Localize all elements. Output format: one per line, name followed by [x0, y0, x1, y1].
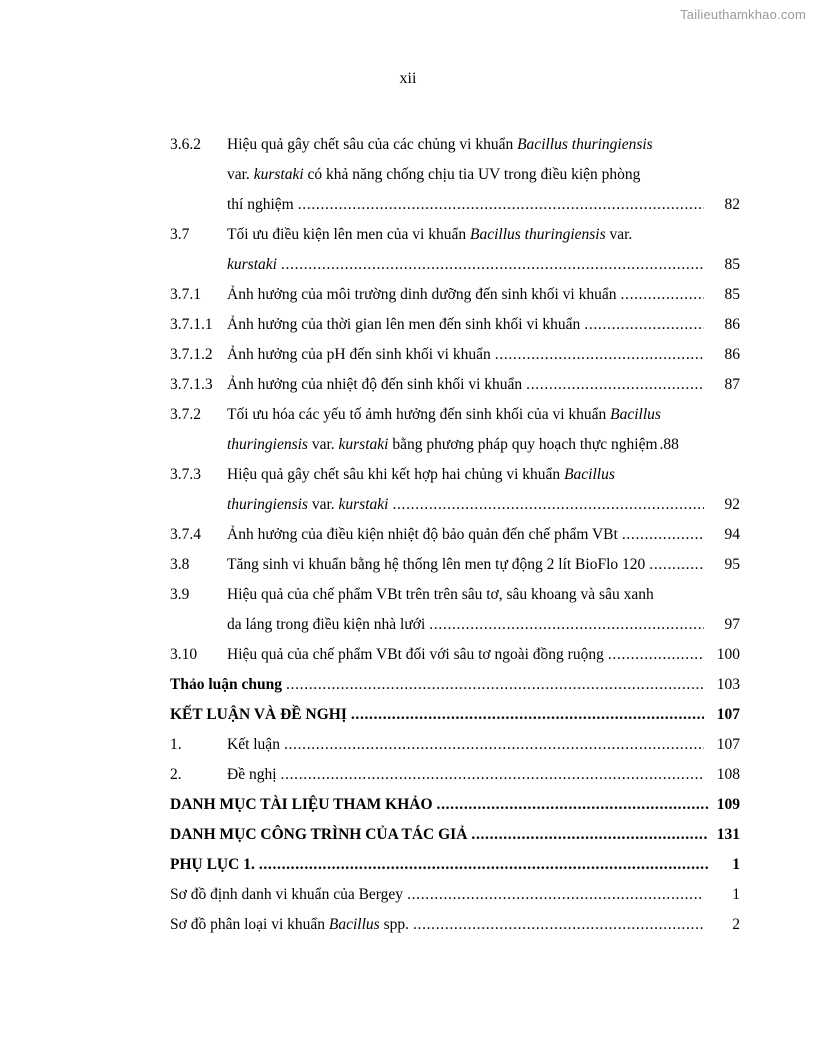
entry-title: Ảnh hưởng của môi trường dinh dưỡng đến sinh khối vi khuẩn [227, 286, 617, 303]
leader-dots [437, 790, 708, 820]
entry-page: 92 [724, 496, 740, 513]
entry-page: 103 [716, 676, 740, 693]
leader-dots [608, 640, 704, 670]
entry-page: 131 [716, 826, 740, 843]
toc-entry-appendix-1[interactable] [170, 850, 740, 880]
leader-dots [526, 370, 704, 400]
toc-entry-3-7-1-1[interactable] [170, 310, 740, 340]
entry-page: 85 [724, 286, 740, 303]
toc-entry-3-7-1[interactable] [170, 280, 740, 310]
entry-number: 3.7.1.3 [170, 376, 213, 393]
watermark: Tailieuthamkhao.com [680, 7, 806, 22]
toc-entry-3-9[interactable] [170, 580, 740, 640]
leader-dots [392, 490, 704, 520]
entry-title: Ảnh hưởng của pH đến sinh khối vi khuẩn [227, 346, 491, 363]
entry-title-cont: kurstaki [227, 256, 277, 273]
leader-dots [286, 670, 704, 700]
entry-title: Sơ đồ phân loại vi khuẩn Bacillus spp. [170, 916, 409, 933]
entry-title: KẾT LUẬN VÀ ĐỀ NGHỊ [170, 706, 347, 723]
entry-number: 2. [170, 766, 182, 783]
entry-number: 3.7.4 [170, 526, 201, 543]
entry-title: Sơ đồ định danh vi khuẩn của Bergey [170, 886, 404, 903]
entry-page: 1 [732, 856, 740, 873]
page-number: xii [399, 70, 417, 87]
entry-page: 97 [724, 616, 740, 633]
entry-number: 3.7 [170, 226, 190, 243]
toc-entry-conclusion[interactable] [170, 700, 740, 730]
entry-page: 95 [724, 556, 740, 573]
entry-title: Hiệu quả gây chết sâu khi kết hợp hai chủng vi khuẩn Bacillus [227, 466, 615, 483]
leader-dots [281, 760, 704, 790]
entry-page: 2 [732, 916, 740, 933]
entry-title: Tăng sinh vi khuẩn bằng hệ thống lên men tự động 2 lít BioFlo 120 [227, 556, 646, 573]
toc-entry-3-7-4[interactable] [170, 520, 740, 550]
entry-number: 3.10 [170, 646, 198, 663]
leader-dots [584, 310, 704, 340]
entry-page: 85 [724, 256, 740, 273]
leader-dots [413, 910, 704, 940]
toc-entry-3-7-2[interactable] [170, 400, 740, 460]
entry-title: Đề nghị [227, 766, 277, 783]
entry-page: .88 [659, 436, 679, 453]
entry-title-cont: da láng trong điều kiện nhà lưới [227, 616, 426, 633]
entry-page: 86 [724, 316, 740, 333]
entry-page: 82 [724, 196, 740, 213]
entry-page: 87 [724, 376, 740, 393]
entry-title: Ảnh hưởng của nhiệt độ đến sinh khối vi khuẩn [227, 376, 523, 393]
leader-dots [259, 850, 708, 880]
entry-page: 100 [716, 646, 740, 663]
entry-page: 94 [724, 526, 740, 543]
entry-page: 86 [724, 346, 740, 363]
entry-title: Tối ưu hóa các yếu tố ảmh hưởng đến sinh khối của vi khuẩn Bacillus [227, 406, 661, 423]
entry-title-cont: thuringiensis var. kurstaki bằng phương pháp quy hoạch thực nghiệm [227, 436, 658, 453]
entry-title-cont: var. kurstaki có khả năng chống chịu tia UV trong điều kiện phòng [227, 166, 641, 183]
entry-number: 3.7.1 [170, 286, 201, 303]
leader-dots [298, 190, 704, 220]
entry-number: 3.7.2 [170, 406, 201, 423]
entry-title: Ảnh hưởng của thời gian lên men đến sinh khối vi khuẩn [227, 316, 581, 333]
leader-dots [495, 340, 704, 370]
entry-title: Hiệu quả của chế phẩm VBt đối với sâu tơ ngoài đồng ruộng [227, 646, 604, 663]
leader-dots [622, 520, 704, 550]
entry-title: Thảo luận chung [170, 676, 282, 693]
entry-title: Tối ưu điều kiện lên men của vi khuẩn Bacillus thuringiensis var. [227, 226, 633, 243]
entry-page: 107 [716, 736, 740, 753]
leader-dots [284, 730, 704, 760]
toc-entry-ket-luan[interactable] [170, 730, 740, 760]
toc-entry-bacillus-classification[interactable] [170, 910, 740, 940]
entry-number: 1. [170, 736, 182, 753]
entry-title-cont: thuringiensis var. kurstaki [227, 496, 389, 513]
toc-entry-3-7[interactable] [170, 220, 740, 280]
entry-page: 1 [732, 886, 740, 903]
entry-number: 3.7.1.2 [170, 346, 213, 363]
toc-entry-bergey[interactable] [170, 880, 740, 910]
leader-dots [429, 610, 704, 640]
entry-number: 3.9 [170, 586, 190, 603]
entry-title: DANH MỤC CÔNG TRÌNH CỦA TÁC GIẢ [170, 826, 468, 843]
entry-title: DANH MỤC TÀI LIỆU THAM KHẢO [170, 796, 433, 813]
entry-number: 3.6.2 [170, 136, 201, 153]
leader-dots [471, 820, 708, 850]
entry-title: Hiệu quả gây chết sâu của các chủng vi khuẩn Bacillus thuringiensis [227, 136, 653, 153]
toc-entry-3-6-2[interactable] [170, 130, 740, 220]
toc-entry-3-7-1-2[interactable] [170, 340, 740, 370]
toc-entry-3-8[interactable] [170, 550, 740, 580]
entry-number: 3.8 [170, 556, 190, 573]
toc-entry-3-10[interactable] [170, 640, 740, 670]
entry-title: Hiệu quả của chế phẩm VBt trên trên sâu tơ, sâu khoang và sâu xanh [227, 586, 654, 603]
toc-entry-de-nghi[interactable] [170, 760, 740, 790]
entry-title: Ảnh hưởng của điều kiện nhiệt độ bảo quản đến chế phẩm VBt [227, 526, 618, 543]
toc-entry-references[interactable] [170, 790, 740, 820]
entry-title: Kết luận [227, 736, 280, 753]
entry-page: 109 [716, 796, 740, 813]
toc-entry-3-7-3[interactable] [170, 460, 740, 520]
toc-entry-discussion[interactable] [170, 670, 740, 700]
leader-dots [407, 880, 704, 910]
entry-title: PHỤ LỤC 1. [170, 856, 255, 873]
leader-dots [649, 550, 704, 580]
entry-number: 3.7.1.1 [170, 316, 213, 333]
entry-number: 3.7.3 [170, 466, 201, 483]
entry-page: 107 [716, 706, 740, 723]
toc-entry-publications[interactable] [170, 820, 740, 850]
leader-dots [281, 250, 704, 280]
leader-dots [351, 700, 704, 730]
leader-dots [620, 280, 704, 310]
entry-title-cont: thí nghiệm [227, 196, 294, 213]
table-of-contents [170, 130, 740, 940]
toc-entry-3-7-1-3[interactable] [170, 370, 740, 400]
entry-page: 108 [716, 766, 740, 783]
